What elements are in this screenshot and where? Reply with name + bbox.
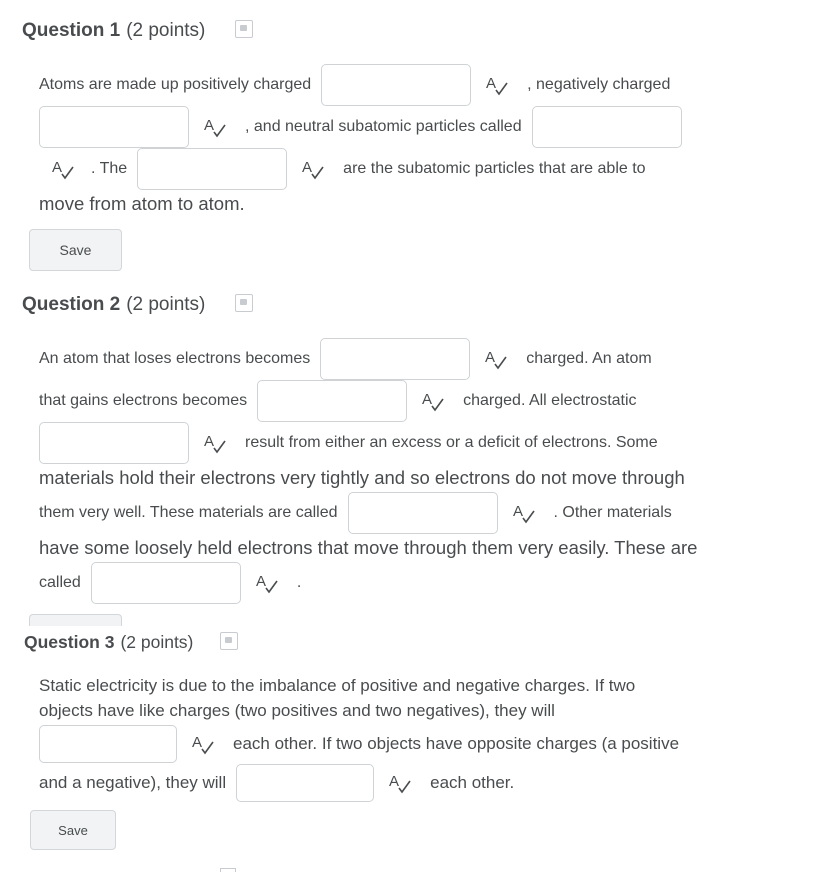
text-segment: . Other materials: [553, 504, 672, 521]
text-segment: move from atom to atom.: [39, 193, 245, 214]
q2-line-5: [39, 492, 672, 534]
text-segment: each other. If two objects have opposite charges (a positive: [233, 734, 680, 753]
text-segment: , negatively charged: [527, 76, 671, 93]
svg-text:A: A: [204, 433, 215, 450]
svg-text:A: A: [389, 773, 400, 790]
text-segment: materials hold their electrons very tightly and so electrons do not move through: [39, 467, 685, 488]
question-title: Question 2: [22, 294, 121, 315]
q2-line-7: [39, 562, 301, 604]
q2-line-1: [39, 338, 652, 380]
q1-blank-4[interactable]: [137, 148, 287, 190]
q2-line-3: [39, 422, 658, 464]
bookmark-icon[interactable]: [220, 868, 236, 872]
question-title: Question 3: [24, 632, 115, 652]
spellcheck-icon[interactable]: [485, 73, 509, 97]
q1-line-2: [39, 106, 682, 148]
text-segment: objects have like charges (two positives and two negatives), they will: [39, 701, 555, 720]
q2-blank-4[interactable]: [348, 492, 498, 534]
question-points: (2 points): [126, 20, 206, 41]
svg-text:A: A: [204, 117, 215, 134]
question-1-header: [22, 20, 205, 42]
question-points: (2 points): [120, 632, 194, 652]
svg-text:A: A: [302, 159, 313, 176]
spellcheck-icon[interactable]: [203, 115, 227, 139]
spellcheck-icon[interactable]: [255, 571, 279, 595]
q1-blank-2[interactable]: [39, 106, 189, 148]
text-segment: An atom that loses electrons becomes: [39, 350, 311, 367]
svg-text:A: A: [52, 159, 63, 176]
q1-line-1: [39, 64, 670, 106]
svg-text:A: A: [255, 573, 266, 590]
q1-blank-1[interactable]: [321, 64, 471, 106]
text-segment: charged. All electrostatic: [463, 392, 637, 409]
text-segment: charged. An atom: [526, 350, 652, 367]
q3-line-3: [39, 725, 679, 763]
spellcheck-icon[interactable]: [51, 157, 75, 181]
question-title: Question 1: [22, 20, 121, 41]
svg-text:A: A: [485, 349, 496, 366]
q1-line-3: [39, 148, 646, 190]
text-segment: that gains electrons becomes: [39, 392, 248, 409]
q3-blank-1[interactable]: [39, 725, 177, 763]
text-segment: have some loosely held electrons that move through them very easily. These are: [39, 537, 698, 558]
spellcheck-icon[interactable]: [191, 732, 215, 756]
save-button[interactable]: Save: [29, 229, 122, 271]
q2-blank-5[interactable]: [91, 562, 241, 604]
text-segment: , and neutral subatomic particles called: [245, 118, 522, 135]
spellcheck-icon[interactable]: [512, 501, 536, 525]
text-segment: are the subatomic particles that are able to: [343, 160, 646, 177]
text-segment: Atoms are made up positively charged: [39, 76, 312, 93]
q2-blank-3[interactable]: [39, 422, 189, 464]
spellcheck-icon[interactable]: [484, 347, 508, 371]
spellcheck-icon[interactable]: [301, 157, 325, 181]
q2-line-2: [39, 380, 637, 422]
save-button-partial[interactable]: [29, 614, 122, 626]
text-segment: .: [296, 574, 302, 591]
q1-blank-3[interactable]: [532, 106, 682, 148]
q3-line-4: [39, 764, 514, 802]
svg-text:A: A: [192, 734, 203, 751]
q2-blank-2[interactable]: [257, 380, 407, 422]
question-3-header: [24, 632, 193, 653]
svg-text:A: A: [422, 391, 433, 408]
question-2-header: [22, 294, 205, 316]
text-segment: . The: [91, 160, 128, 177]
svg-text:A: A: [512, 503, 523, 520]
bookmark-icon[interactable]: [235, 20, 253, 38]
save-button[interactable]: Save: [30, 810, 116, 850]
svg-text:A: A: [486, 75, 497, 92]
spellcheck-icon[interactable]: [421, 389, 445, 413]
text-segment: each other.: [430, 773, 515, 792]
text-segment: and a negative), they will: [39, 773, 227, 792]
q2-blank-1[interactable]: [320, 338, 470, 380]
text-segment: them very well. These materials are called: [39, 504, 338, 521]
q3-blank-2[interactable]: [236, 764, 374, 802]
question-points: (2 points): [126, 294, 206, 315]
bookmark-icon[interactable]: [235, 294, 253, 312]
bookmark-icon[interactable]: [220, 632, 238, 650]
text-segment: Static electricity is due to the imbalance of positive and negative charges. If two: [39, 676, 636, 695]
text-segment: called: [39, 574, 81, 591]
spellcheck-icon[interactable]: [203, 431, 227, 455]
spellcheck-icon[interactable]: [388, 771, 412, 795]
text-segment: result from either an excess or a deficit of electrons. Some: [245, 434, 658, 451]
